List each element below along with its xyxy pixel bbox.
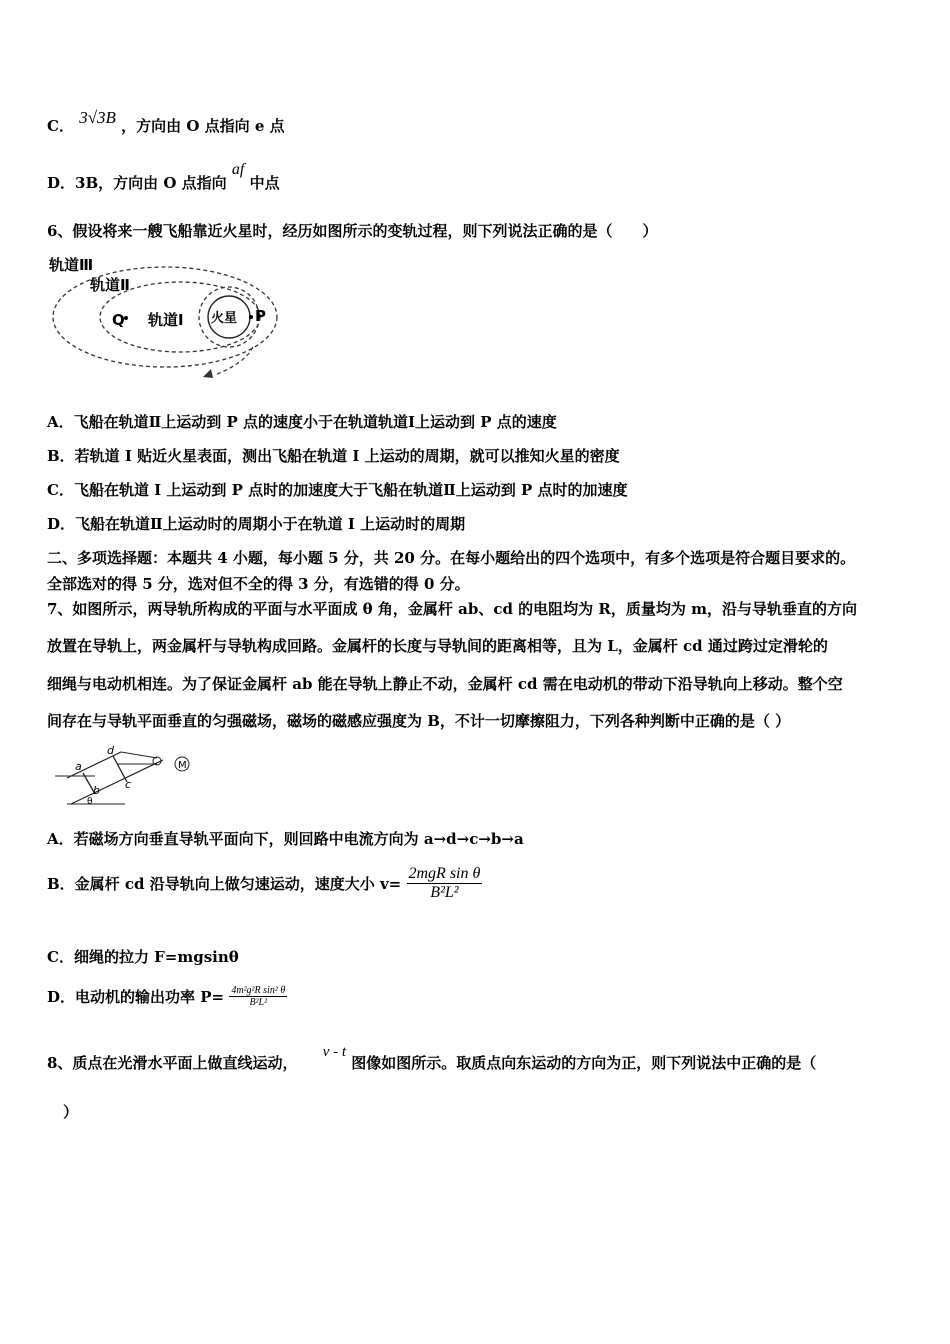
point-q-label: Q xyxy=(112,311,125,329)
q5-option-d-text: 中点 xyxy=(249,174,280,192)
q7-stem-line4: 间存在与导轨平面垂直的匀强磁场，磁场的磁感应强度为 B，不计一切摩擦阻力，下列各种判断中正确的是（ ） xyxy=(47,712,791,730)
q8-vt-symbol: v - t xyxy=(322,1044,347,1060)
q7-option-b-denominator: B²L² xyxy=(430,884,459,901)
q6-option-b: B．若轨道 I 贴近火星表面，测出飞船在轨道 I 上运动的周期，就可以推知火星的密度 xyxy=(47,447,620,465)
label-d: d xyxy=(107,744,114,757)
section-2-heading-line1: 二、多项选择题：本题共 4 小题，每小题 5 分，共 20 分。在每小题给出的四个选项中，有多个选项是符合题目要求的。 xyxy=(47,549,856,567)
point-p-label: P xyxy=(255,307,266,325)
q7-option-b-text: B．金属杆 cd 沿导轨向上做匀速运动，速度大小 v= xyxy=(47,875,402,893)
q8-stem-close: ） xyxy=(63,1103,79,1121)
q7-option-b xyxy=(47,865,482,902)
q7-option-a: A．若磁场方向垂直导轨平面向下，则回路中电流方向为 a→d→c→b→a xyxy=(47,830,524,848)
approach-path xyxy=(215,347,253,375)
q7-option-b-fraction xyxy=(407,865,483,902)
q8-stem xyxy=(47,1044,817,1074)
q7-stem-line2: 放置在导轨上，两金属杆与导轨构成回路。金属杆的长度与导轨间的距离相等，且为 L，金属杆 cd 通过跨过定滑轮的 xyxy=(47,637,828,655)
q7-option-c: C．细绳的拉力 F=mgsinθ xyxy=(47,948,239,966)
q5-option-d xyxy=(47,161,280,194)
orbit-2-label: 轨道Ⅱ xyxy=(90,276,130,294)
approach-arrow-icon xyxy=(203,369,213,378)
q5-option-c xyxy=(47,108,285,136)
label-a: a xyxy=(75,760,82,773)
label-theta: θ xyxy=(87,797,93,807)
q7-rail-figure xyxy=(45,738,205,810)
q5-option-c-expr: 3√3B xyxy=(79,108,116,127)
q8-stem-part1: 8、质点在光滑水平面上做直线运动， xyxy=(47,1054,298,1072)
label-b: b xyxy=(93,784,100,797)
orbit-1-label: 轨道Ⅰ xyxy=(148,311,184,329)
q6-option-a: A．飞船在轨道Ⅱ上运动到 P 点的速度小于在轨道轨道Ⅰ上运动到 P 点的速度 xyxy=(47,413,557,431)
q7-stem-line3: 细绳与电动机相连。为了保证金属杆 ab 能在导轨上静止不动，金属杆 cd 需在电动机的带动下沿导轨向上移动。整个空 xyxy=(47,675,843,693)
q6-option-d: D．飞船在轨道Ⅱ上运动时的周期小于在轨道 I 上运动时的周期 xyxy=(47,515,466,533)
q6-option-c: C．飞船在轨道 I 上运动到 P 点时的加速度大于飞船在轨道Ⅱ上运动到 P 点时的加速度 xyxy=(47,481,628,499)
q7-option-d xyxy=(47,985,287,1008)
q6-orbit-figure xyxy=(45,253,285,383)
section-2-heading-line2: 全部选对的得 5 分，选对但不全的得 3 分，有选错的得 0 分。 xyxy=(47,575,470,593)
mars-label: 火星 xyxy=(211,311,238,326)
rail-lower xyxy=(71,760,163,804)
q7-option-d-numerator: 4m²g²R sin² θ xyxy=(231,985,286,996)
orbit-3-label: 轨道Ⅲ xyxy=(49,256,94,274)
q7-option-d-text: D．电动机的输出功率 P= xyxy=(47,988,225,1006)
motor-label: M xyxy=(178,760,187,771)
q5-option-d-label: D．3B，方向由 O 点指向 xyxy=(47,174,227,192)
point-p-dot xyxy=(249,315,253,319)
q5-option-c-label: C． xyxy=(47,117,74,135)
rail-upper-right xyxy=(121,752,157,758)
label-c: c xyxy=(125,778,132,791)
q5-option-c-text: ，方向由 O 点指向 e 点 xyxy=(121,117,285,135)
q8-stem-part2: 图像如图所示。取质点向东运动的方向为正，则下列说法中正确的是（ xyxy=(351,1054,817,1072)
q7-option-d-denominator: B²L² xyxy=(249,997,268,1008)
q6-stem: 6、假设将来一艘飞船靠近火星时，经历如图所示的变轨过程，则下列说法正确的是（ ） xyxy=(47,222,658,240)
q7-stem-line1: 7、如图所示，两导轨所构成的平面与水平面成 θ 角，金属杆 ab、cd 的电阻均为 R，质量均为 m，沿与导轨垂直的方向 xyxy=(47,600,857,618)
q7-option-d-fraction xyxy=(229,985,287,1008)
q5-option-d-sub: af xyxy=(231,161,245,178)
q7-option-b-numerator: 2mgR sin θ xyxy=(408,865,481,882)
